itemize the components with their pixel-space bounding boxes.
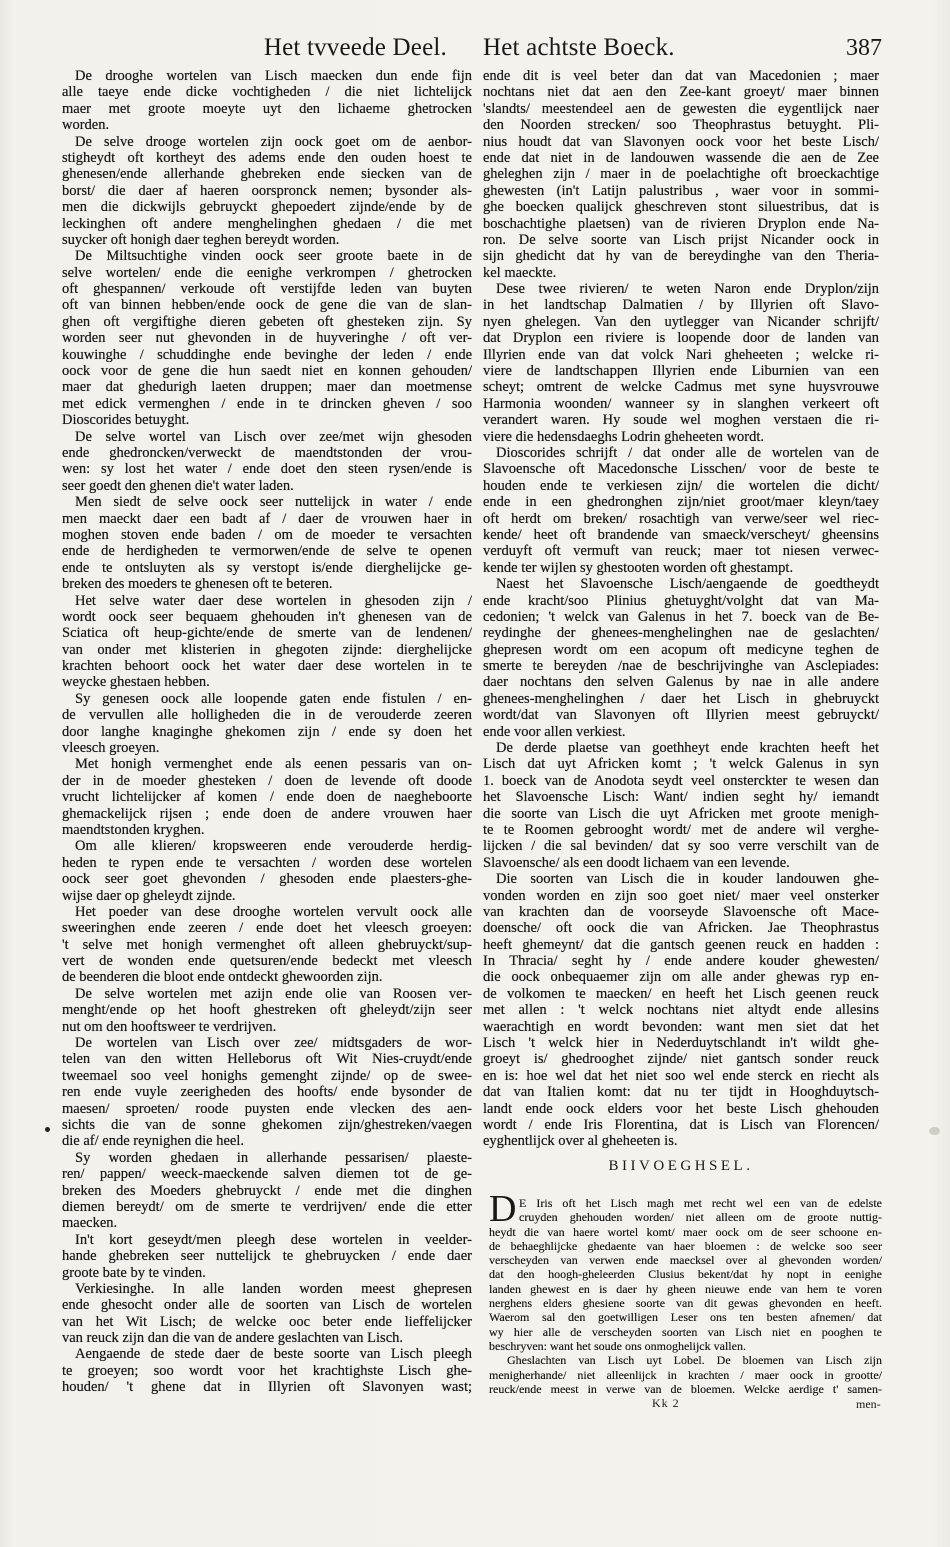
text-line: wen: sy lost het water / ende doet den steen rysen/ende is xyxy=(62,461,472,478)
text-line: van reuck zijn dan die van de andere geslachten van Lisch. xyxy=(62,1330,404,1347)
text-line: te te Roomen gebrooght wordt/ met de andere wil verghe- xyxy=(483,821,879,838)
text-line: krachten behoort oock het water daer dese wortelen in te xyxy=(62,658,472,675)
text-line: met edick vermenghen / ende in te drincken gheven / soo xyxy=(62,395,472,412)
text-line: De selve wortelen met azijn ende olie van Roosen ver- xyxy=(75,985,472,1002)
text-line: diemen bereydt/ om de smerte te verdrijven/ ende die etter xyxy=(62,1198,472,1215)
text-line: scheyt; omtrent de welcke Cadmus met syne huysvrouwe xyxy=(483,379,879,396)
paragraph xyxy=(62,134,472,249)
text-line: dat den hoogh-gheleerden Clusius bekent/dat hy nopt in eenighe xyxy=(489,1267,882,1282)
paragraph xyxy=(483,445,879,576)
text-line: viere de landtschappen Illyrien ende Liburnien van een xyxy=(483,363,879,380)
paragraph xyxy=(62,1150,472,1232)
text-line: De drooghe wortelen van Lisch maecken dun ende fijn xyxy=(75,68,472,84)
text-line: borst/ die daer af haeren oorspronck nemen; bysonder als- xyxy=(62,182,472,199)
text-line: maer met groote moeyte uyt den lichaeme ghetrocken xyxy=(62,100,472,117)
text-line: verduyft oft vermuft van reuck; maer tot niesen verwec- xyxy=(483,543,879,560)
text-line: worden seer nut ghevonden in de huyveringhe / oft ver- xyxy=(62,330,472,347)
text-line: beschryven: want het soude ons onmoghelijck vallen. xyxy=(489,1338,746,1353)
text-line: vert de wonden ende quetsuren/ende bedeckt met vleesch xyxy=(62,953,472,970)
text-line: wordt / ende Iris Florentina, dat is Lisch van Florencen/ xyxy=(483,1117,879,1133)
text-line: de beenderen die bloot ende ontdeckt ghewoorden zijn. xyxy=(62,969,383,986)
text-line: Het selve water daer dese wortelen in ghesoden zijn / xyxy=(75,592,472,609)
text-line: De selve drooge wortelen zijn oock goet om de aenbor- xyxy=(75,133,472,150)
paragraph xyxy=(62,838,472,904)
paragraph xyxy=(62,986,472,1035)
text-line: heeft ghemeynt/ dat die gantsch geenen reuck en hadden : xyxy=(483,936,879,953)
text-line: lijcken / die sal bevinden/ dat sy soo verre verschilt van de xyxy=(483,838,879,855)
paragraph xyxy=(62,691,472,757)
appendix-heading: BIIVOEGHSEL. xyxy=(608,1158,754,1174)
text-line: verscheyden van verwen ende maecksel over al ghevonden worden/ xyxy=(489,1253,882,1268)
paragraph xyxy=(62,904,472,986)
text-line: men die dickwijls gebruyckt ghepoedert zijnde/ende by de xyxy=(62,199,472,216)
text-line: en is: hoe wel dat het niet soo wel ende sterck en riecht als xyxy=(483,1067,879,1084)
paragraph xyxy=(483,740,879,871)
paragraph xyxy=(62,68,472,134)
text-line: wordt oock seer bequaem ghehouden in't ghenesen van de xyxy=(62,608,472,625)
text-line: die soorte van Lisch die uyt Africken met groote menigh- xyxy=(483,805,879,822)
text-line: heden te rypen ende te versachten / worden dese wortelen xyxy=(62,854,472,871)
paragraph xyxy=(489,1353,882,1396)
text-line: In Thracia/ seght hy / ende andere kouder ghewesten/ xyxy=(483,953,879,970)
text-line: ende te ontsluyten als sy verstopt is/ende dierghelijcke ge- xyxy=(62,559,472,576)
text-line: De Miltsuchtighe vinden oock seer groote baete in de xyxy=(75,248,472,265)
text-line: oft ghespannen/ verkoude oft verstijfde leden van buyten xyxy=(62,281,472,298)
text-line: sweeringhen ende zeeren / ende doet het vleesch groeyen: xyxy=(62,920,472,937)
text-line: Men siedt de selve oock seer nuttelijck in water / ende xyxy=(75,494,472,511)
text-line: menght/ende op het hooft ghestreken oft gheleydt/zijn seer xyxy=(62,1002,472,1019)
paragraph xyxy=(62,494,472,592)
text-line: cruyden ghehouden worden/ niet alleen om de groote nuttig- xyxy=(519,1210,882,1225)
text-line: breken des Moeders ghebruyckt / ende met die dinghen xyxy=(62,1182,472,1199)
text-line: hande ghebreken seer nuttelijck te ghebruycken / ende daer xyxy=(62,1248,472,1265)
appendix-text xyxy=(489,1196,882,1396)
text-line: reydinghe der ghenees-menghelinghen nae de geslachten/ xyxy=(483,625,879,642)
paragraph xyxy=(62,1035,472,1150)
text-line: doensche/ oft oock die van Africken. Jae Theophrastus xyxy=(483,920,879,937)
text-line: Waerom sal den goetwilligen Leser ons ten besten afnemen/ dat xyxy=(489,1310,882,1325)
text-line: E Iris oft het Lisch magh met recht wel een van de edelste xyxy=(519,1196,882,1210)
paragraph xyxy=(62,1232,472,1281)
text-line: gheleghen zijn / maer in de poelachtighe oft broeckachtige xyxy=(483,166,879,183)
text-line: Slavoensche/ als een doodt lichaem van een levende. xyxy=(483,854,790,871)
text-line: sijn ghedicht dat hy van de bereydinghe van den Theria- xyxy=(483,248,879,265)
text-line: de behaeghlijcke ghedaente van haer bloemen : de welcke soo seer xyxy=(489,1238,882,1253)
text-line: vleesch groeyen. xyxy=(62,740,160,757)
text-line: den Noorden strecken/ soo Theophrastus betuyght. Pli- xyxy=(483,117,879,134)
text-line: ende ghesocht onder alle de soorten van Lisch de wortelen xyxy=(62,1297,472,1314)
paragraph xyxy=(62,1346,472,1395)
text-line: tweemael soo veel honighs gemenght zijnde/ op de swee- xyxy=(62,1067,472,1084)
text-line: stigheydt oft kortheyt des adems ende den ouden hoest te xyxy=(62,149,472,166)
paragraph xyxy=(483,281,879,445)
running-head-part: Het tvveede Deel. xyxy=(263,34,447,61)
text-line: kel maeckte. xyxy=(483,264,557,281)
text-line: ghepresen wordt om een acopum oft medicyne teghen de xyxy=(483,641,879,658)
text-line: de vervullen alle holligheden die in de verouderde zeeren xyxy=(62,707,472,724)
text-line: ghenees-menghelinghen / daer het Lisch in ghebruyckt xyxy=(483,690,879,707)
text-line: kouwinghe / schuddinghe ende bevinghe der leden / ende xyxy=(62,346,472,363)
text-line: ghemackelijck rijsen ; ende doen de andere vrouwen haer xyxy=(62,805,472,822)
text-line: vrucht lichtelijcker af komen / ende doen de naegheboorte xyxy=(62,789,472,806)
text-line: menigherhande/ niet alleenlijck in krachten / maer oock in grootte/ xyxy=(489,1367,882,1382)
text-line: cedonien; 't welck van Galenus in het 7. boeck van de Be- xyxy=(483,608,879,625)
text-line: door langhe knaginghe ghekomen zijn / ende sy doen het xyxy=(62,723,472,740)
text-line: leckinghen oft andere menghelinghen ghedaen / die met xyxy=(62,215,472,232)
text-line: Verkiesinghe. In alle landen worden meest ghepresen xyxy=(75,1280,472,1297)
text-line: kende ter wijlen sy ghestooten worden oft ghestampt. xyxy=(483,559,794,576)
text-line: breken des moeders te ghenesen oft te beteren. xyxy=(62,576,333,593)
text-line: ren ende vuyle zeerigheden des hoofts/ ende bysonder de xyxy=(62,1084,472,1101)
text-line: ende dit is veel beter dan dat van Macedonien ; maer xyxy=(483,68,879,84)
text-line: Het poeder van dese drooghe wortelen vervult oock alle xyxy=(75,903,472,920)
signature-mark: Kk 2 xyxy=(652,1396,680,1410)
text-line: 1. boeck van de Anodota seydt veel onsterckter te wesen dan xyxy=(483,772,879,789)
paragraph xyxy=(62,756,472,838)
text-line: vonden worden en zijn soo goet niet/ maer veel onsterker xyxy=(483,887,879,904)
ink-spot-icon xyxy=(45,1127,50,1132)
text-line: alle taeye ende dicke vochtigheden / die niet lichtelijck xyxy=(62,84,472,101)
text-line: nyen ghelegen. Van den uytlegger van Nicander schrijft/ xyxy=(483,313,879,330)
text-line: het Slavoensche Lisch: Want/ indien seght hy/ iemandt xyxy=(483,789,879,806)
catchword: men- xyxy=(856,1397,881,1411)
text-line: In't kort geseydt/men pleegh dese wortelen in veelder- xyxy=(75,1231,472,1248)
text-line: Naest het Slavoensche Lisch/aengaende de goedtheydt xyxy=(496,576,879,593)
text-line: ende ghedroncken/verweckt de maendtstonden der vrou- xyxy=(62,444,472,461)
paragraph xyxy=(62,1281,472,1347)
text-line: landt ende oock elders voor het beste Lisch ghehouden xyxy=(483,1100,879,1117)
text-line: daer nochtans den selven Galenus by nae in alle andere xyxy=(483,674,879,691)
text-line: weycke ghestaen hebben. xyxy=(62,674,210,691)
text-line: Dioscorides schrijft / dat onder alle de wortelen van de xyxy=(496,444,879,461)
text-line: ende dat niet in de landouwen wassende die aen de Zee xyxy=(483,149,879,166)
text-line: eyghentlijck over al gheheeten is. xyxy=(483,1133,678,1150)
text-line: Lisch 't welck hier in Nederduytschlandt in't wildt ghe- xyxy=(483,1035,879,1052)
text-line: nut om den hooftsweer te verdrijven. xyxy=(62,1018,277,1035)
text-line: selve wortelen/ ende die eenighe verkrompen / ghetrocken xyxy=(62,264,472,281)
text-line: De selve wortel van Lisch over zee/met wijn ghesoden xyxy=(75,428,472,445)
text-line: maecken. xyxy=(62,1215,118,1232)
text-line: maesen/ sproeten/ roode puysten ende vlecken des aen- xyxy=(62,1100,472,1117)
text-line: houden ende te verkiesen zijn/ die wortelen die dicht/ xyxy=(483,477,879,494)
text-line: ren/ pappen/ weeck-maeckende salven diemen tot de ge- xyxy=(62,1166,472,1183)
text-line: De derde plaetse van goethheyt ende krachten heeft het xyxy=(496,740,879,757)
text-line: men maeckt daer een badt af / daer de vrouwen haer in xyxy=(62,510,472,527)
text-line: nius houdt dat van Slavonyen oock voor het beste Lisch/ xyxy=(483,133,879,150)
text-line: Dioscorides betuyght. xyxy=(62,412,190,429)
text-line: van het Wit Lisch; de welcke ooc beter ende lieffelijcker xyxy=(62,1313,472,1330)
paragraph xyxy=(62,248,472,428)
paragraph xyxy=(483,68,879,281)
paragraph xyxy=(489,1196,882,1353)
text-line: ende voor allen verkiest. xyxy=(483,723,626,740)
text-line: heydt die van haere wortel komt/ maer oock om de seer schoone en- xyxy=(489,1224,882,1239)
text-line: groote bate by te vinden. xyxy=(62,1264,206,1281)
text-line: boschachtighe plaetsen) van de rivieren Dryplon ende Na- xyxy=(483,215,879,232)
text-line: ende kracht/soo Plinius ghetuyght/volght dat van Ma- xyxy=(483,592,879,609)
running-head-book: Het achtste Boeck. xyxy=(483,34,675,61)
text-line: Illyrien ende van dat volck Nari gheheeten ; welcke ri- xyxy=(483,346,879,363)
text-line: te groeyen; soo wordt voor het krachtighste Lisch ghe- xyxy=(62,1362,472,1379)
text-line: die af/ ende reynighen die heel. xyxy=(62,1133,244,1150)
text-line: Die soorten van Lisch die in kouder landouwen ghe- xyxy=(496,871,879,888)
text-line: maer dat ghedurigh laeten druppen; maer dan moetmense xyxy=(62,379,472,396)
text-line: ghenesen/ende allerhande ghebreken ende siecken van de xyxy=(62,166,472,183)
text-line: Lisch dat uyt Africken komt ; 't welck Galenus in syn xyxy=(483,756,879,773)
text-line: oft van binnen hebben/ende oock de gene die van de slan- xyxy=(62,297,472,314)
text-line: wordt/dat van Slavonyen oft Illyrien meest gebruyckt/ xyxy=(483,707,879,724)
text-line: telen van den witten Helleborus oft Wit Nies-cruydt/ende xyxy=(62,1051,472,1068)
text-line: landen ghewest en is daer hy gheen nieuwe ende van hem te voren xyxy=(489,1281,882,1296)
text-line: met allen : 't welck nochtans niet altydt ende allesins xyxy=(483,1002,879,1019)
text-line: ron. De selve soorte van Lisch prijst Nicander oock in xyxy=(483,231,879,248)
paragraph xyxy=(483,576,879,740)
right-text-column xyxy=(483,68,879,1150)
text-line: dat van Italien komt: dat nu ter tijdt in Hooghduytsch- xyxy=(483,1084,879,1101)
text-line: Aengaende de stede daer de beste soorte van Lisch pleegh xyxy=(75,1346,472,1363)
text-line: Sy genesen oock alle loopende gaten ende fistulen / en- xyxy=(75,690,472,707)
text-line: 't selve met honigh vermenghet oft alleen ghebruyckt/sup- xyxy=(62,936,472,953)
text-line: Dese twee rivieren/ te weten Naron ende Dryplon/zijn xyxy=(496,281,879,298)
left-text-column xyxy=(62,68,472,1396)
text-line: suycker oft honigh daer teghen bereydt worden. xyxy=(62,231,340,248)
text-line: groeyt is/ ghedrooghet zijnde/ niet gantsch sonder reuck xyxy=(483,1051,879,1068)
paragraph xyxy=(483,871,879,1150)
text-line: 'slandts/ meestendeel aen de gewesten die eygentlijck naer xyxy=(483,100,879,117)
text-line: Met honigh vermenghet ende als eenen pessaris van on- xyxy=(75,756,472,773)
smudge-mark xyxy=(929,1127,940,1135)
text-line: ghewesten (in't Latijn palustribus , waer voor in sommi- xyxy=(483,182,879,199)
text-line: Om alle klieren/ kropsweeren ende verouderde herdig- xyxy=(75,838,472,855)
text-line: moghen stoven ende baden / om de moeder te versachten xyxy=(62,526,472,543)
text-line: wijse daer op gheleydt zijnde. xyxy=(62,887,236,904)
paragraph xyxy=(62,429,472,495)
text-line: Sciatica oft heup-gichte/ende de smerte van de lendenen/ xyxy=(62,625,472,642)
paragraph xyxy=(62,593,472,691)
text-line: ghen oft vergiftighe dieren gebeten oft ghesteken zijn. Sy xyxy=(62,313,472,330)
text-line: ende de herdigheden te vermorwen/ende de selve te openen xyxy=(62,543,472,560)
text-line: kende/ heet oft brandende van smaeck/verscheyt/ gheensins xyxy=(483,526,879,543)
text-line: oft herdt om breken/ rosachtigh van verwe/seer wel riec- xyxy=(483,510,879,527)
text-line: de volkomen te maecken/ en heeft het Lisch geenen reuck xyxy=(483,985,879,1002)
text-line: reuck/ende meest in verwe van de bloemen. Welcke aerdige t' samen- xyxy=(489,1381,882,1396)
text-line: viere die hedensdaeghs Lodrin gheheeten wordt. xyxy=(483,428,765,445)
text-line: maendtstonden kryghen. xyxy=(62,821,205,838)
text-line: Sy worden ghedaen in allerhande pessarisen/ plaeste- xyxy=(75,1149,472,1166)
text-line: sichts die van de sonne ghekomen zijn/ghestreken/vaegen xyxy=(62,1117,472,1133)
text-line: smerte te bereyden /nae de beschrijvinghe van Asclepiades: xyxy=(483,658,879,675)
drop-cap-initial: D xyxy=(489,1188,517,1230)
text-line: oock seer goet ghevonden / ghesoden ende plaesters-ghe- xyxy=(62,871,472,888)
text-line: nochtans niet dat aen den Zee-kant groeyt/ maer binnen xyxy=(483,84,879,101)
text-line: der in de moeder ghesteken / doen de levende oft doode xyxy=(62,772,472,789)
text-line: seer goedt den ghenen die't water laden. xyxy=(62,477,294,494)
text-line: Gheslachten van Lisch uyt Lobel. De bloemen van Lisch zijn xyxy=(507,1353,882,1368)
page-number: 387 xyxy=(846,35,882,61)
text-line: Harmonia woonden/ wanneer sy in slanghen verkeert oft xyxy=(483,395,879,412)
text-line: wy hier alle de verscheyden soorten van Lisch niet en pooghen te xyxy=(489,1324,882,1339)
text-line: die oock onbequaemer zijn om alle ander ghewas ryp en- xyxy=(483,969,879,986)
text-line: worden. xyxy=(62,117,110,134)
text-line: in het landtschap Dalmatien / by Illyrien oft Slavo- xyxy=(483,297,879,314)
text-line: ende in een ghedronghen zijn/niet groot/maer kleyn/taey xyxy=(483,494,879,511)
text-line: dat Dryplon een riviere is loopende door de landen van xyxy=(483,330,879,347)
text-line: van krachten dan de voorseyde Slavoensche oft Mace- xyxy=(483,903,879,920)
text-line: houden/ 't ghene dat in Illyrien oft Slavonyen wast; xyxy=(62,1379,472,1396)
text-line: Slavoensche oft Macedonsche Lisschen/ voor de beste te xyxy=(483,461,879,478)
text-line: oock voor de gene die hun saedt niet en konnen gehouden/ xyxy=(62,363,472,380)
text-line: nerghens elders ghesiene soorte van dit gewas ghevonden en heeft. xyxy=(489,1296,882,1311)
text-line: De wortelen van Lisch over zee/ midtsgaders de wor- xyxy=(75,1035,472,1052)
text-line: verandert waren. Hy soude wel moghen verstaen die ri- xyxy=(483,412,879,429)
text-line: waerachtigh en wordt bevonden: want men siet dat het xyxy=(483,1018,879,1035)
text-line: ghe boecken qualijck gheschreven stont siluestribus, dat is xyxy=(483,199,879,216)
text-line: van onder met klisterien in ghegoten zijnde: dierghelijcke xyxy=(62,641,472,658)
